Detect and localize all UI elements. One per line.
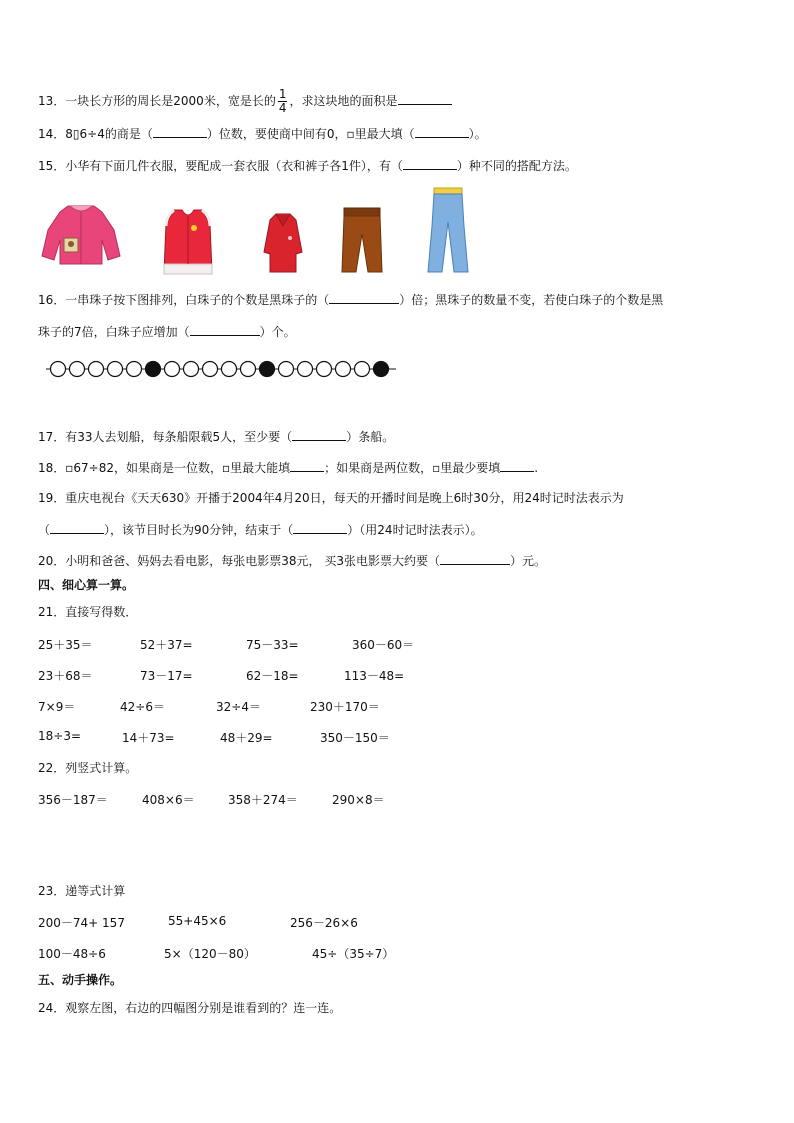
vertical-calc-item: 408×6＝ [142,793,195,807]
fraction-numerator: 1 [278,87,287,101]
white-bead [165,362,180,377]
q16-line1b: ）倍；黑珠子的数量不变，若使白珠子的个数是黑 [399,293,664,307]
answer-blank[interactable] [50,521,104,534]
arith-item: 23＋68＝ [38,669,93,683]
arith-item: 75－33= [246,638,299,652]
q17-text2: ）条船。 [346,430,395,444]
white-bead [279,362,294,377]
white-bead [127,362,142,377]
blue-jeans-image [426,186,470,274]
answer-blank[interactable] [293,521,347,534]
white-bead [108,362,123,377]
question-21-title: 21．直接写得数． [38,605,138,619]
bead-string-figure [46,360,396,378]
arith-item: 25＋35＝ [38,638,93,652]
answer-blank[interactable] [290,459,324,472]
question-18 [38,459,538,476]
q19-line2b: ），该节目时长为90分钟，结束于（ [104,523,294,537]
q14-mid2: ）位数，要使商中间有0， [206,127,347,141]
question-15 [38,157,577,174]
q14-mid1: 的商是（ [104,127,153,141]
answer-blank[interactable] [292,428,346,441]
vertical-calc-item: 356－187＝ [38,793,108,807]
red-coat-image [262,212,304,274]
answer-blank[interactable] [398,92,452,105]
white-bead [317,362,332,377]
step-calc-item: 200－74+ 157 [38,916,125,930]
red-vest-image [160,206,216,276]
white-bead [222,362,237,377]
answer-blank[interactable] [500,459,534,472]
q13-suffix: ，求这块地的面积是 [289,94,398,108]
black-bead [374,362,389,377]
black-bead [146,362,161,377]
question-20 [38,552,546,569]
arith-item: 350－150＝ [320,731,390,745]
arith-item: 73－17= [140,669,193,683]
question-24: 24．观察左图，右边的四幅图分别是谁看到的？连一连。 [38,1001,342,1015]
question-19-line2 [38,521,483,538]
pink-jacket-image [40,200,122,268]
question-17 [38,428,394,445]
arith-item: 7×9＝ [38,700,76,714]
q16-line2b: ）个。 [259,325,296,339]
question-23-title: 23．递等式计算 [38,884,126,898]
q16-line2a: 珠子的7倍，白珠子应增加（ [38,325,190,339]
q19-line2c: ）（用24时记时法表示）。 [347,523,483,537]
q14-end: ）。 [468,127,487,141]
white-bead [336,362,351,377]
q13-num1: 2000 [173,94,204,108]
question-13 [38,88,452,115]
fraction [278,88,288,115]
black-bead [260,362,275,377]
arith-item: 14＋73= [122,731,175,745]
white-bead [70,362,85,377]
brown-pants-image [340,206,384,274]
step-calc-item: 45÷（35÷7） [312,947,395,961]
answer-blank[interactable] [440,552,510,565]
q13-mid: 米，宽是长的 [203,94,276,108]
q19-line1: 19．重庆电视台《天天630》开播于2004年4月20日，每天的开播时间是晚上6时30分，用24时记时法表示为 [38,491,624,505]
arith-item: 42÷6＝ [120,700,165,714]
white-bead [355,362,370,377]
white-bead [51,362,66,377]
answer-blank[interactable] [190,323,260,336]
arith-item: 48＋29= [220,731,273,745]
q14-mid3: 里最大填（ [354,127,415,141]
q18-text3: . [534,461,539,475]
arith-item: 230＋170＝ [310,700,380,714]
white-bead [184,362,199,377]
q20-text1: 20．小明和爸爸、妈妈去看电影，每张电影票38元， 买3张电影票大约要（ [38,554,440,568]
question-16-line2 [38,323,296,340]
vertical-calc-item: 358＋274＝ [228,793,298,807]
arith-item: 360－60＝ [352,638,415,652]
arith-item: 32÷4＝ [216,700,261,714]
section-4-heading: 四、细心算一算。 [38,578,135,592]
section-5-heading: 五、动手操作。 [38,973,123,987]
answer-blank[interactable] [329,291,399,304]
arith-item: 52＋37= [140,638,193,652]
step-calc-item: 55+45×6 [168,914,227,928]
q13-prefix: 13．一块长方形的周长是 [38,94,174,108]
question-22-title: 22．列竖式计算。 [38,761,138,775]
step-calc-item: 100－48÷6 [38,947,106,961]
answer-blank[interactable] [403,157,457,170]
q14-box: ▫ [346,127,355,141]
answer-blank[interactable] [415,125,469,138]
q19-line2a: （ [38,523,51,537]
q18-text2: ；如果商是两位数，▫里最少要填 [324,461,501,475]
step-calc-item: 5×（120－80） [164,947,256,961]
q18-text1: 18．▫67÷82，如果商是一位数，▫里最大能填 [38,461,291,475]
q15-text2: ）种不同的搭配方法。 [456,159,577,173]
arith-item: 18÷3= [38,729,82,743]
arith-item: 62－18= [246,669,299,683]
white-bead [241,362,256,377]
fraction-denominator: 4 [278,101,287,115]
question-19-line1 [38,490,624,506]
q16-line1a: 16．一串珠子按下图排列，白珠子的个数是黑珠子的（ [38,293,330,307]
question-16-line1 [38,291,663,308]
step-calc-item: 256－26×6 [290,916,358,930]
white-bead [203,362,218,377]
white-bead [298,362,313,377]
q20-text2: ）元。 [510,554,547,568]
arith-item: 113－48= [344,669,405,683]
q17-text1: 17．有33人去划船，每条船限载5人，至少要（ [38,430,293,444]
white-bead [89,362,104,377]
q14-prefix: 14． [38,127,66,141]
answer-blank[interactable] [153,125,207,138]
q14-expr: 8▯6÷4 [65,127,105,141]
question-14 [38,125,487,142]
vertical-calc-item: 290×8＝ [332,793,385,807]
q15-text1: 15．小华有下面几件衣服，要配成一套衣服（衣和裤子各1件），有（ [38,159,403,173]
